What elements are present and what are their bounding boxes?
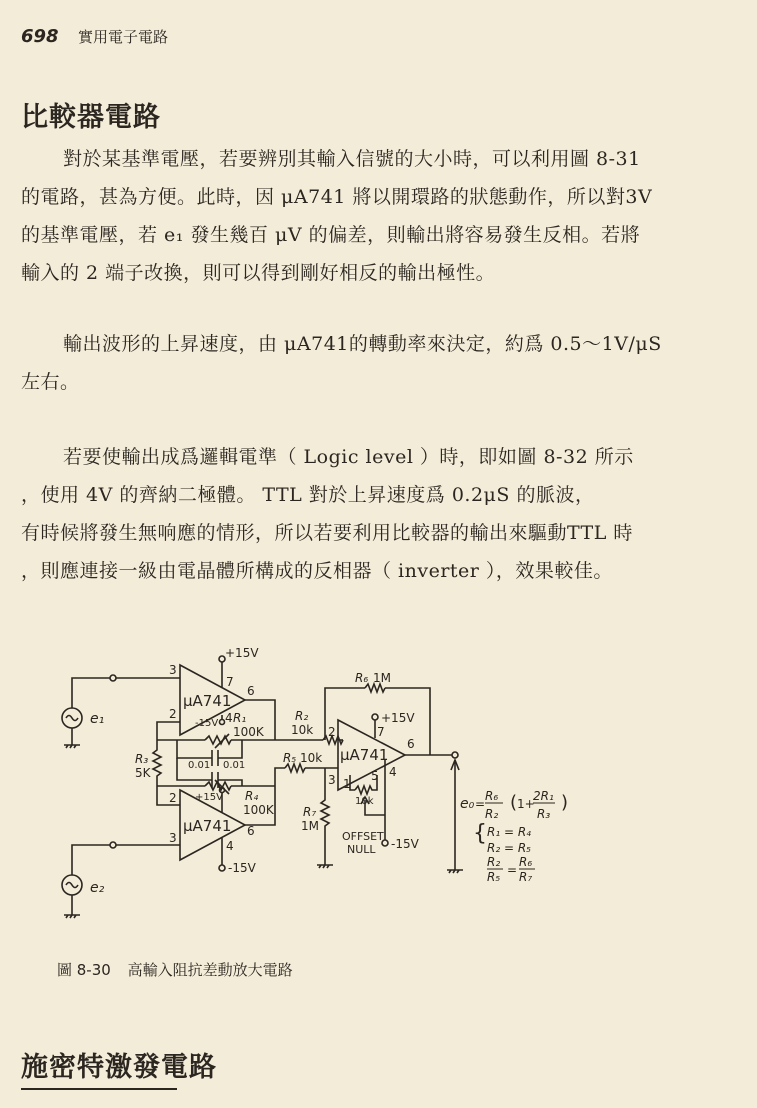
condition-3: R₂ — [487, 855, 501, 869]
label-r5: R₅ — [283, 751, 297, 765]
text-line: 的基準電壓，若 e₁ 發生幾百 μV 的偏差，則輸出將容易發生反相。若將 — [21, 224, 641, 246]
text-line: 對於某基準電壓，若要辨別其輸入信號的大小時，可以利用圖 8-31 — [63, 148, 641, 170]
label-r5-value: 10k — [300, 751, 323, 765]
label-r2-value: 10k — [291, 723, 314, 737]
text-line: 輸出波形的上昇速度，由 μA741的轉動率來決定，約爲 0.5～1V/μS — [63, 333, 662, 355]
condition-2: R₂ = R₅ — [487, 841, 531, 855]
section-title-comparator: 比較器電路 — [21, 102, 161, 133]
label-r4-value: 100K — [243, 803, 274, 817]
label-pin: 3 — [328, 773, 336, 787]
label-pin: 6 — [247, 684, 255, 698]
label-r7-value: 1M — [301, 819, 319, 833]
equation-r6: R₆ — [485, 789, 499, 803]
label-r2: R₂ — [295, 709, 309, 723]
circuit-diagram — [55, 640, 595, 940]
label-pin: 4 — [226, 839, 234, 853]
condition-1: R₁ = R₄ — [487, 825, 531, 839]
label-r6: R₆ — [355, 671, 369, 685]
condition-3-equals: = — [507, 863, 518, 877]
paragraph-1 — [21, 140, 737, 292]
resistor-r6-icon — [365, 684, 385, 692]
text-line: 有時候將發生無响應的情形，所以若要利用比較器的輸出來驅動TTL 時 — [21, 522, 633, 544]
page-number: 698 — [21, 26, 59, 47]
label-pin: 4 — [389, 765, 397, 779]
resistor-r1-icon — [205, 736, 231, 744]
text-line: 的電路，甚為方便。此時，因 μA741 將以開環路的狀態動作，所以對3V — [21, 186, 653, 208]
equation-paren: ( — [510, 792, 518, 813]
running-title: 實用電子電路 — [77, 28, 168, 46]
paragraph-2 — [21, 325, 737, 401]
condition-3: R₆ — [519, 855, 533, 869]
figure-caption — [57, 959, 293, 980]
text-line: 輸入的 2 端子改換，則可以得到剛好相反的輸出極性。 — [21, 262, 496, 284]
label-pot-value: 10k — [355, 796, 374, 807]
label-r1: R₁ — [233, 711, 247, 725]
label-a1-vplus: +15V — [225, 646, 259, 660]
label-pin: 3 — [169, 663, 177, 677]
label-pin: 2 — [328, 725, 336, 739]
equation-2r1: 2R₁ — [533, 789, 554, 803]
differential-amplifier-schematic — [55, 640, 595, 940]
label-pin: 2 — [169, 707, 177, 721]
label-r3: R₃ — [135, 752, 149, 766]
label-pin: 6 — [407, 737, 415, 751]
section-title-schmitt-trigger — [21, 1045, 217, 1084]
resistor-r3-icon — [153, 740, 161, 786]
text-line: ，使用 4V 的齊納二極體。 TTL 對於上昇速度爲 0.2μS 的脈波， — [21, 484, 595, 506]
paragraph-3 — [21, 438, 737, 590]
label-cap: 0.01 — [188, 760, 211, 771]
label-a1: μA741 — [183, 692, 232, 710]
brace: { — [473, 821, 487, 846]
equation-r3: R₃ — [537, 807, 551, 821]
equation-eo: e₀ — [460, 796, 475, 812]
label-pin: 4 — [225, 711, 233, 725]
label-pin: 2 — [169, 791, 177, 805]
equation-equals: = — [475, 797, 486, 811]
label-pin: 1 — [343, 777, 351, 791]
label-pin: 7 — [226, 675, 234, 689]
label-pin: 3 — [169, 831, 177, 845]
figure-number: 圖 8-30 — [57, 961, 111, 979]
figure-caption-text: 高輸入阻抗差動放大電路 — [127, 961, 293, 979]
condition-3: R₇ — [519, 870, 533, 884]
label-e1: e₁ — [90, 711, 105, 727]
resistor-r5-icon — [285, 764, 305, 772]
label-r7: R₇ — [303, 805, 317, 819]
capacitor-c1-icon — [212, 750, 218, 766]
label-r3-value: 5K — [135, 766, 151, 780]
label-cap: 0.01 — [223, 760, 246, 771]
label-r4: R₄ — [245, 789, 259, 803]
text-line: 若要使輸出成爲邏輯電準（ Logic level ）時，即如圖 8-32 所示 — [63, 446, 634, 468]
label-a3-vplus: +15V — [381, 711, 415, 725]
label-pin: 5 — [371, 769, 379, 783]
text-line: 左右。 — [21, 371, 80, 393]
equation-r2: R₂ — [485, 807, 499, 821]
label-r1-value: 100K — [233, 725, 264, 739]
label-offset: OFFSET — [342, 830, 384, 843]
label-pin: 6 — [247, 824, 255, 838]
label-a2: μA741 — [183, 817, 232, 835]
equation-paren: ) — [561, 792, 569, 813]
label-a2-vplus: +15V — [195, 792, 223, 803]
label-null: NULL — [347, 843, 376, 856]
label-pin: 7 — [377, 725, 385, 739]
equation-one: 1+ — [517, 797, 535, 811]
text-line: ，則應連接一級由電晶體所構成的反相器（ inverter ），效果較佳。 — [21, 560, 613, 582]
label-r6-value: 1M — [373, 671, 391, 685]
label-a3-vminus: -15V — [391, 837, 419, 851]
label-a3: μA741 — [340, 746, 389, 764]
label-a2-vminus: -15V — [228, 861, 256, 875]
section-title-text: 施密特激發電路 — [21, 1052, 217, 1083]
page-header — [21, 26, 168, 47]
label-e2: e₂ — [90, 880, 105, 896]
condition-3: R₅ — [487, 870, 501, 884]
title-underline — [21, 1088, 177, 1090]
label-a1-vminus: -15V — [195, 718, 219, 729]
